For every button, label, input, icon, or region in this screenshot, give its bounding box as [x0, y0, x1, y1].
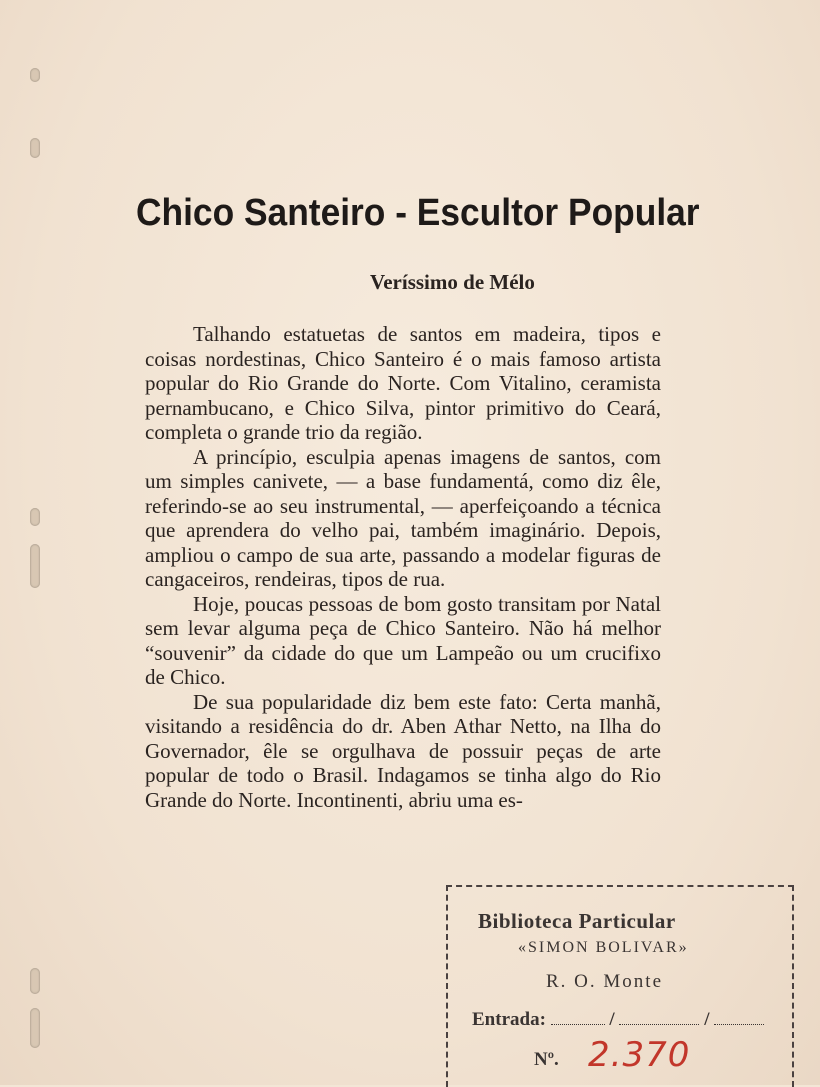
- article-author: Veríssimo de Mélo: [370, 270, 535, 294]
- binding-hole: [30, 138, 40, 158]
- paragraph: A princípio, esculpia apenas imagens de santos, com um simples canivete, — a base fundamentá, como diz êle, referindo-se ao seu instrumental, — aperfeiçoando a técnica que aprendera do velho pai, também imaginário. Depois, ampliou o campo de sua arte, passando a modelar figuras de cangaceiros, rendeiras, tipos de rua.: [145, 444, 661, 591]
- stamp-library-name: Biblioteca Particular: [478, 909, 676, 933]
- binding-hole: [30, 544, 40, 588]
- binding-hole: [30, 1008, 40, 1048]
- binding-hole: [30, 68, 40, 82]
- stamp-entrada-separator: /: [704, 1009, 710, 1030]
- stamp-number-label: Nº.: [534, 1049, 559, 1070]
- stamp-handwritten-number: 2.370: [588, 1035, 691, 1075]
- stamp-entrada-separator: /: [609, 1009, 615, 1030]
- binding-hole: [30, 508, 40, 526]
- paragraph: De sua popularidade diz bem este fato: Certa manhã, visitando a residência do dr. Aben Athar Netto, na Ilha do Governador, êle se orgulhava de possuir peças de arte popular de todo o Brasil. Indagamos se tinha algo do Rio Grande do Norte. Incontinenti, abriu uma es-: [145, 689, 661, 812]
- paragraph: Hoje, poucas pessoas de bom gosto transitam por Natal sem levar alguma peça de Chico Santeiro. Não há melhor “souvenir” da cidade do que um Lampeão ou um crucifixo de Chico.: [145, 591, 661, 689]
- stamp-entrada-row: [472, 1009, 764, 1031]
- article-body: [145, 322, 661, 812]
- stamp-owner: R. O. Monte: [546, 971, 663, 992]
- stamp-library-subtitle: «SIMON BOLIVAR»: [518, 939, 689, 956]
- binding-hole: [30, 968, 40, 994]
- stamp-entrada-label: Entrada:: [472, 1009, 546, 1030]
- library-stamp: [446, 885, 794, 1087]
- paragraph: Talhando estatuetas de santos em madeira, tipos e coisas nordestinas, Chico Santeiro é o mais famoso artista popular do Rio Grande do Norte. Com Vitalino, ceramista pernambucano, e Chico Silva, pintor primitivo do Ceará, completa o grande trio da região.: [145, 322, 661, 444]
- article-title: Chico Santeiro - Escultor Popular: [136, 192, 700, 234]
